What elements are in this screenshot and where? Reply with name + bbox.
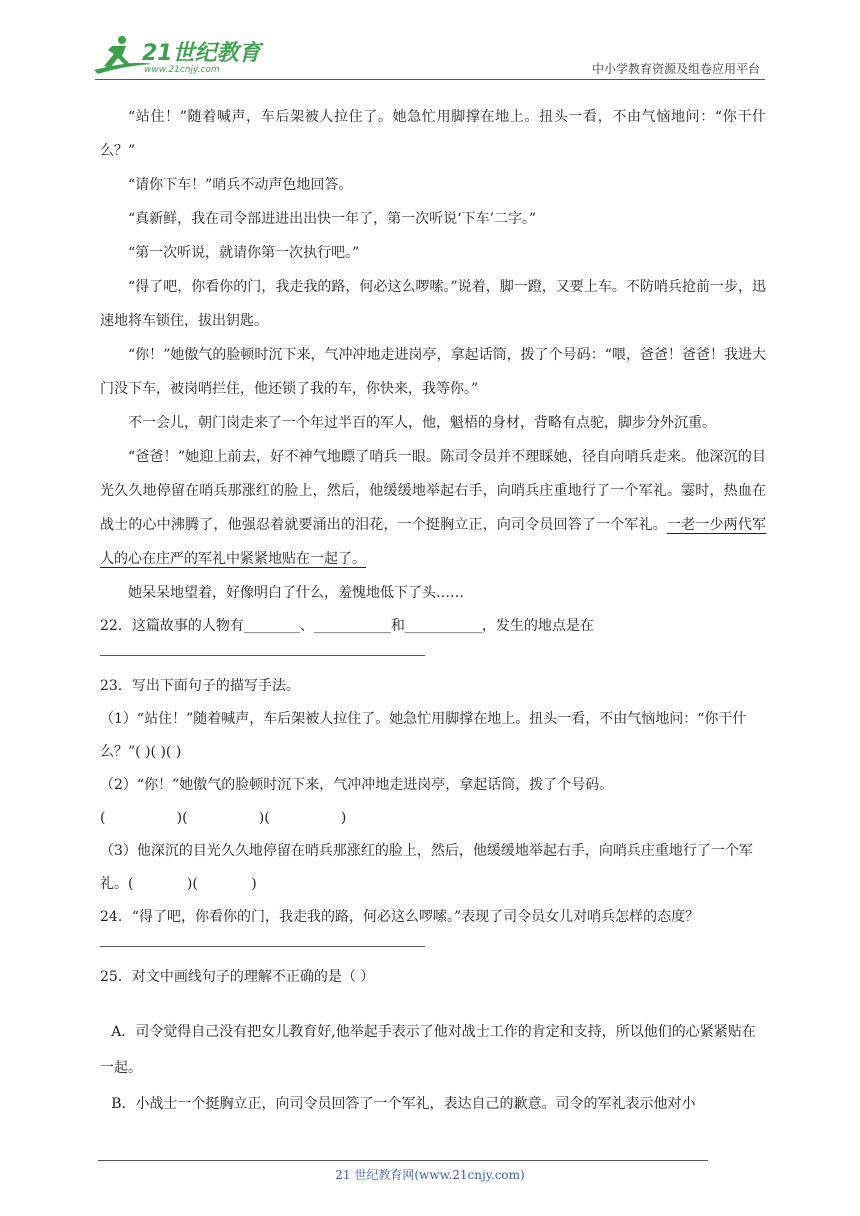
question-25-title: 25．对文中画线句子的理解不正确的是（ ） xyxy=(100,969,375,985)
question-22-text: 22．这篇故事的人物有 xyxy=(100,618,244,634)
story-paragraph-7: 不一会儿，朝门岗走来了一个年过半百的军人，他，魁梧的身材，背略有点驼，脚步分外沉重。 xyxy=(128,415,716,431)
question-24: 24．“得了吧，你看你的门，我走我的路，何必这么啰嗦。”表现了司令员女儿对哨兵怎样的态度？ xyxy=(100,909,700,925)
question-22-tail: ，发生的地点是在 xyxy=(481,618,594,634)
site-logo[interactable] xyxy=(92,34,272,78)
paragraph-text: “爸爸！”她迎上前去，好不神气地瞟了哨兵一眼。陈司令员并不理睬她，径自向哨兵走来。他深沉的目光久久地停留在哨兵那涨红的脸上，然后，他缓缓地举起右手，向哨兵庄重地行了一个军礼。霎时，热血在战士的心中沸腾了，他强忍着就要涌出的泪花，一个挺胸立正，向司令员回答了一个军礼。 xyxy=(100,449,766,533)
platform-title: 中小学教育资源及组卷应用平台 xyxy=(591,62,760,76)
answer-blank[interactable]: ________ xyxy=(243,618,300,634)
story-paragraph-9: 她呆呆地望着，好像明白了什么，羞愧地低下了头…… xyxy=(128,585,464,601)
page-header xyxy=(0,0,860,82)
story-paragraph-6: “你！”她傲气的脸顿时沉下来，气冲冲地走进岗亭，拿起话筒，拨了个号码：“喂，爸爸！爸爸！我进大门没下车，被岗哨拦住，他还锁了我的车，你快来，我等你。” xyxy=(100,347,766,397)
story-paragraph-5: “得了吧，你看你的门，我走我的路，何必这么啰嗦。”说着，脚一蹬，又要上车。不防哨兵抢前一步，迅速地将车锁住，拔出钥匙。 xyxy=(100,279,766,329)
story-paragraph-3: “真新鲜，我在司令部进进出出快一年了，第一次听说‘下车’二字。” xyxy=(128,211,537,227)
answer-line[interactable] xyxy=(100,655,425,656)
question-23-item-2: （2）“你！”她傲气的脸顿时沉下来，气冲冲地走进岗亭，拿起话筒，拨了个号码。 xyxy=(100,777,614,793)
story-paragraph-8 xyxy=(100,440,766,576)
question-23-title: 23．写出下面句子的描写手法。 xyxy=(100,678,300,694)
story-paragraph-4: “第一次听说，就请你第一次执行吧。” xyxy=(128,245,360,261)
logo-text: 21世纪教育 xyxy=(142,41,261,66)
separator: 、 xyxy=(299,618,314,634)
footer-text[interactable]: 21 世纪教育网(www.21cnjy.com) xyxy=(335,1168,525,1182)
question-22 xyxy=(100,610,766,643)
story-paragraph-1: “站住！”随着喊声，车后架被人拉住了。她急忙用脚撑在地上。扭头一看，不由气恼地问：“你干什么？” xyxy=(100,109,766,159)
logo-url: www.21cnjy.com xyxy=(144,65,220,75)
answer-blank[interactable]: ___________ xyxy=(404,618,482,634)
question-23-item-3: （3）他深沉的目光久久地停留在哨兵那涨红的脸上，然后，他缓缓地举起右手，向哨兵庄重地行了一个军礼。( )( ) xyxy=(100,843,753,892)
underlined-sentence: 一老一少两代军人的心在庄严的军礼中紧紧地贴在一起了。 xyxy=(100,517,767,567)
footer-divider xyxy=(98,1160,708,1161)
story-paragraph-2: “请你下车！”哨兵不动声色地回答。 xyxy=(128,177,353,193)
option-b[interactable]: B．小战士一个挺胸立正，向司令员回答了一个军礼，表达自己的歉意。司令的军礼表示他对小 xyxy=(111,1096,696,1112)
document-body xyxy=(100,100,766,1122)
separator: 和 xyxy=(390,618,405,634)
option-a[interactable]: A．司令觉得自己没有把女儿教育好,他举起手表示了他对战士工作的肯定和支持，所以他们的心紧紧贴在一起。 xyxy=(100,1024,756,1076)
answer-line[interactable] xyxy=(100,946,425,947)
question-23-item-2-blanks[interactable]: ( )( )( ) xyxy=(100,810,347,826)
answer-blank[interactable]: ___________ xyxy=(313,618,391,634)
header-divider xyxy=(95,79,765,80)
question-23-item-1: （1）“站住！”随着喊声，车后架被人拉住了。她急忙用脚撑在地上。扭头一看，不由气恼地问：“你干什么？”( )( )( ) xyxy=(100,711,747,760)
